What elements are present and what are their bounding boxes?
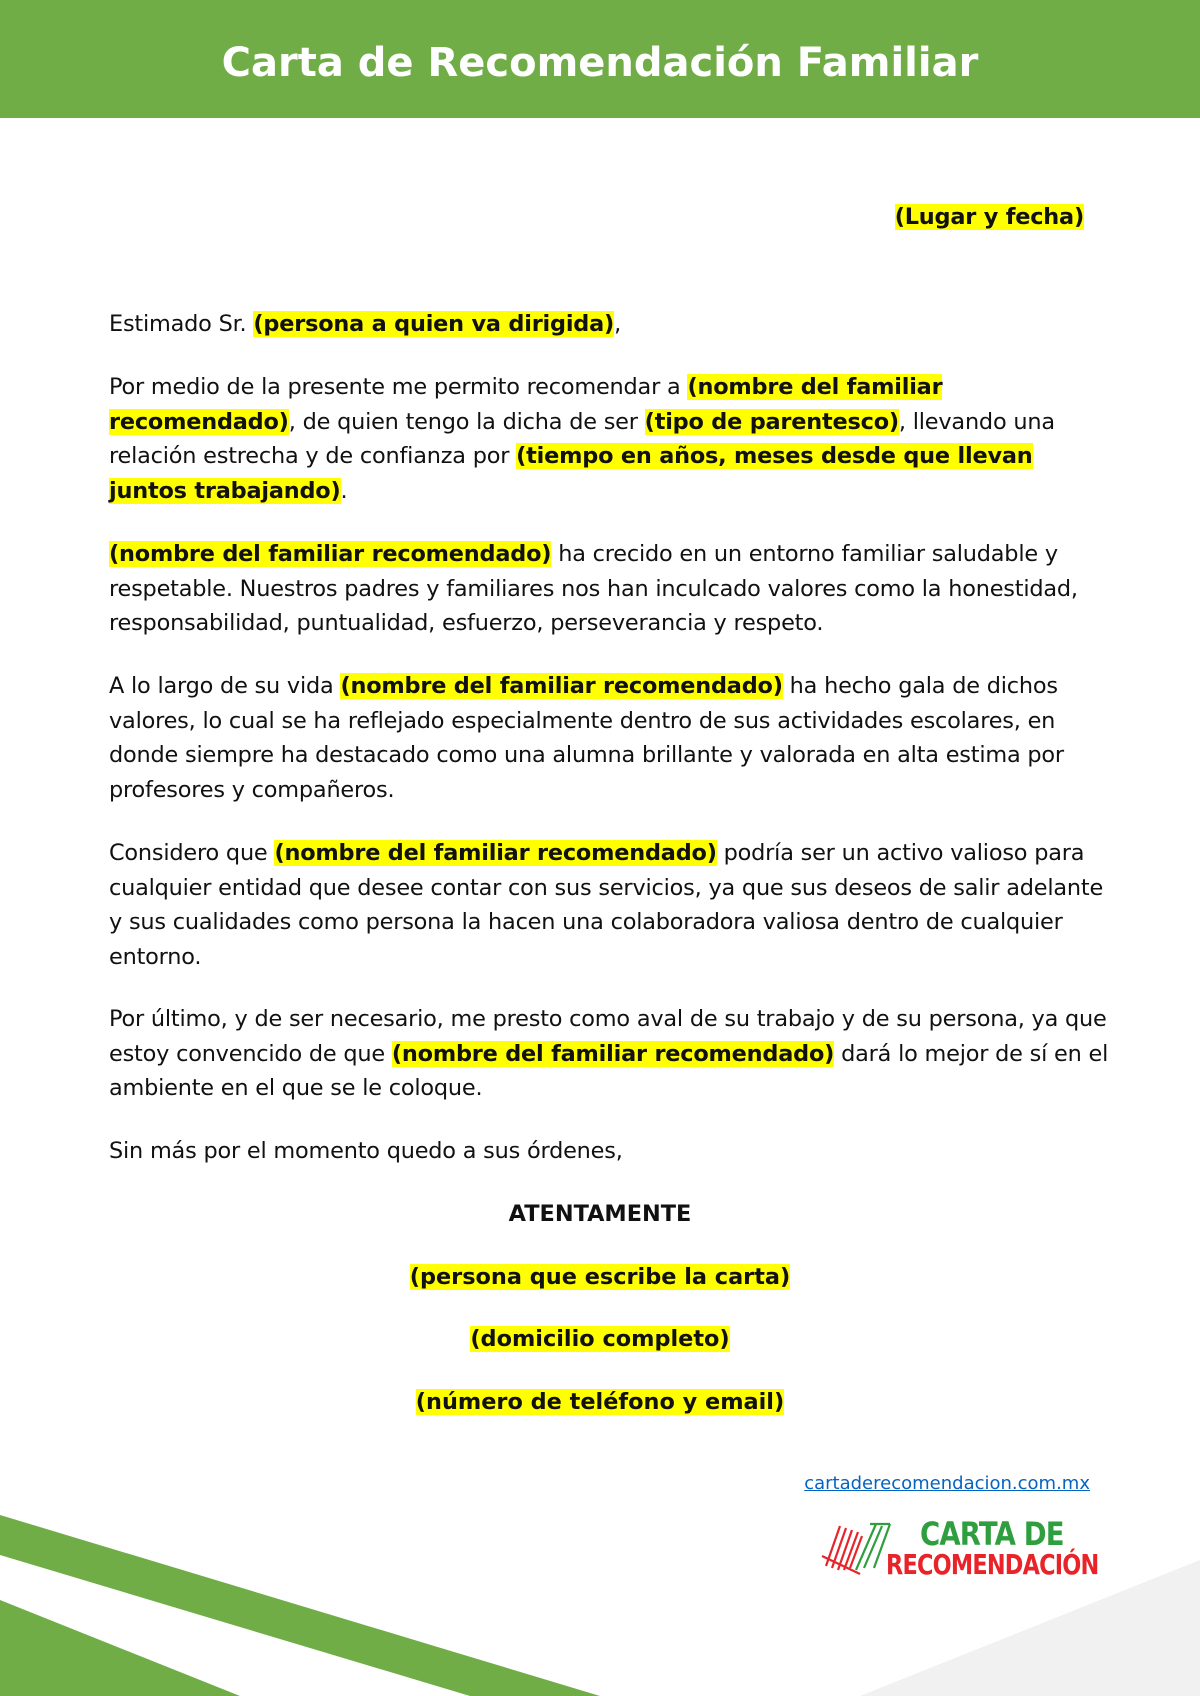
placeholder-familiar-name: (nombre del familiar recomendado) bbox=[274, 840, 717, 866]
document-title: Carta de Recomendación Familiar bbox=[221, 40, 979, 86]
paragraph-text: ha hecho gala de dichos valores, lo cual se ha reflejado especialmente dentro de sus actividades escolares, en donde siempre ha destacado como una alumna brillante y valorada en alta estima por profesores y compañeros. bbox=[109, 673, 1064, 803]
paragraph-4 bbox=[109, 836, 1109, 974]
placeholder-familiar-name: (nombre del familiar recomendado) bbox=[109, 374, 943, 435]
paragraph-text: Por último, y de ser necesario, me presto como aval de su trabajo y de su persona, ya que estoy convencido de que bbox=[109, 1006, 1107, 1067]
closing-line: Sin más por el momento quedo a sus órdenes, bbox=[109, 1138, 623, 1164]
brand-logo bbox=[820, 1508, 1100, 1580]
signature-contact-line bbox=[0, 1385, 1200, 1420]
placeholder-address: (domicilio completo) bbox=[470, 1326, 730, 1352]
placeholder-relationship: (tipo de parentesco) bbox=[644, 408, 899, 435]
paragraph-3 bbox=[109, 669, 1109, 807]
website-link[interactable]: cartaderecomendacion.com.mx bbox=[804, 1473, 1090, 1494]
placeholder-contact: (número de teléfono y email) bbox=[415, 1389, 785, 1415]
greeting-prefix: Estimado Sr. bbox=[109, 311, 254, 337]
paragraph-text: , llevando una relación estrecha y de confianza por bbox=[109, 408, 1055, 469]
greeting-suffix: , bbox=[614, 311, 622, 337]
paragraph-text: Considero que bbox=[109, 840, 275, 866]
paragraph-text: A lo largo de su vida bbox=[109, 673, 341, 699]
paragraph-text: Por medio de la presente me permito recomendar a bbox=[109, 374, 688, 400]
header-bar bbox=[0, 0, 1200, 118]
logo-text-line2: RECOMENDACIÓN bbox=[886, 1548, 1099, 1581]
paragraph-2 bbox=[109, 537, 1109, 641]
date-line bbox=[109, 200, 1084, 235]
paragraph-text: dará lo mejor de sí en el ambiente en el que se le coloque. bbox=[109, 1040, 1109, 1101]
date-placeholder: (Lugar y fecha) bbox=[894, 204, 1084, 230]
signature-writer-line bbox=[0, 1260, 1200, 1295]
paragraph-text: ha crecido en un entorno familiar saludable y respetable. Nuestros padres y familiares nos han inculcado valores como la honestidad, responsabilidad, puntualidad, esfuerzo, perseverancia y respeto. bbox=[109, 541, 1078, 636]
paragraph-text: , de quien tengo la dicha de ser bbox=[288, 408, 645, 435]
placeholder-familiar-name: (nombre del familiar recomendado) bbox=[391, 1040, 835, 1067]
paragraph-1 bbox=[109, 370, 1109, 508]
placeholder-writer: (persona que escribe la carta) bbox=[409, 1264, 791, 1290]
signature-address-line bbox=[0, 1322, 1200, 1357]
logo-text-line1: CARTA DE bbox=[920, 1515, 1064, 1553]
greeting bbox=[109, 307, 1109, 342]
signature-heading: ATENTAMENTE bbox=[508, 1201, 692, 1227]
paragraph-5 bbox=[109, 1002, 1109, 1106]
paragraph-text: . bbox=[340, 477, 348, 504]
placeholder-familiar-name: (nombre del familiar recomendado) bbox=[109, 541, 552, 567]
paragraph-text: podría ser un activo valioso para cualquier entidad que desee contar con sus servicios, ya que sus deseos de salir adelante y sus cualidades como persona la hacen una colaboradora valiosa dentro de cualquier entorno. bbox=[109, 840, 1104, 970]
placeholder-time: (tiempo en años, meses desde que llevan juntos trabajando) bbox=[109, 443, 1033, 504]
recipient-placeholder: (persona a quien va dirigida) bbox=[253, 311, 615, 337]
placeholder-familiar-name: (nombre del familiar recomendado) bbox=[340, 673, 783, 699]
